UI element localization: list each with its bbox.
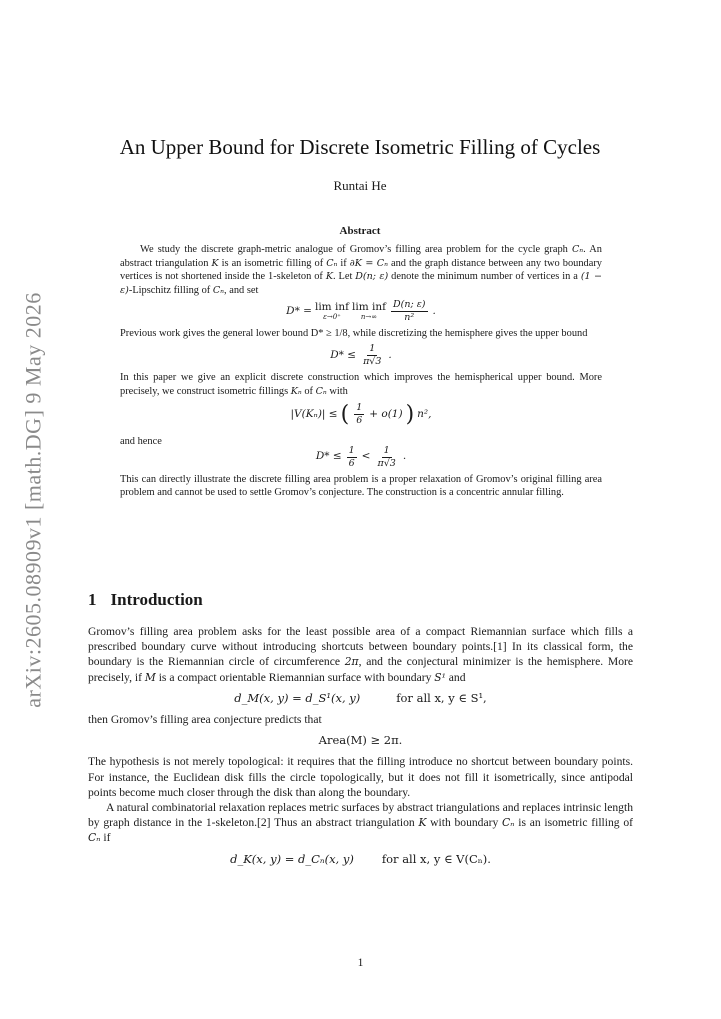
- arxiv-identifier-stamp: [14, 280, 54, 720]
- abstract-paragraph: and hence: [120, 436, 162, 448]
- equation-metric-isometry: d_M(x, y) = d_S¹(x, y) for all x, y ∈ S¹,: [234, 690, 487, 705]
- equation-d-star-definition: D* = lim inf ε→0⁺ lim inf n→∞ $\frac{D(n; \varepsilon)}{\text{n²}}$ .: [286, 299, 436, 324]
- equation-graph-isometry: d_K(x, y) = d_Cₙ(x, y) for all x, y ∈ V(Cₙ).: [230, 851, 491, 866]
- body-paragraph: then Gromov’s filling area conjecture predicts that: [88, 713, 322, 727]
- abstract-paragraph: We study the discrete graph-metric analogue of Gromov’s filling area problem for the cycle graph Cₙ. An abstract triangulation K is an isometric filling of Cₙ if ∂K = Cₙ and the graph distance between any two boundary vertices is not shortened inside the 1-skeleton of K. Let D(n; ε) denote the minimum number of vertices in a (1 − ε)-Lipschitz filling of Cₙ, and set: [120, 244, 603, 296]
- body-paragraph: A natural combinatorial relaxation replaces metric surfaces by abstract triangulations and replaces intrinsic length by graph distance in the 1-skeleton.[2] Thus an abstract triangulation K with boundary Cₙ is an isometric filling of Cₙ if: [88, 801, 633, 845]
- equation-main-result: D* ≤ $\frac{1}{6}$ < $\frac{1}{\pi√3}$ .: [315, 444, 407, 469]
- body-paragraph: Gromov’s filling area problem asks for the least possible area of a compact Riemannian surface which fills a prescribed boundary curve without introducing shortcuts between boundary points.[1] In its classical form, the boundary is the Riemannian circle of circumference 2π, and the conjectural minimizer is the hemisphere. More precisely, if M is a compact orientable Riemannian surface with boundary S¹ and: [88, 625, 633, 684]
- abstract-paragraph: Previous work gives the general lower bound D* ≥ 1/8, while discretizing the hemisphere gives the upper bound: [120, 328, 588, 340]
- abstract-body: [120, 243, 602, 500]
- equation-hemisphere-bound: D* ≤ $\frac{1}{\pi√3}$ .: [330, 342, 392, 367]
- section-body: [88, 624, 633, 867]
- section-heading: 1 Introduction: [88, 590, 203, 609]
- equation-area-bound: Area(M) ≥ 2π.: [318, 733, 403, 748]
- paper-author: Runtai He: [333, 178, 387, 193]
- abstract-heading: Abstract: [339, 225, 381, 237]
- body-paragraph: The hypothesis is not merely topological: it requires that the filling introduce no shortcut between boundary points. For instance, the Euclidean disk fills the circle topologically, but it does not fill it isometrically, since antipodal points become much closer through the disk than along the boundary.: [88, 755, 633, 799]
- arxiv-id-text: arXiv:2605.08909v1 [math.DG] 9 May 2026: [21, 292, 47, 708]
- equation-vertex-count: |V(Kₙ)| ≤ ( $\frac{1}{6}$ + o(1) ) n²,: [290, 401, 432, 427]
- abstract-paragraph: This can directly illustrate the discrete filling area problem is a proper relaxation of Gromov’s original filling area problem and cannot be used to settle Gromov’s conjecture. The construction is a concentric annular filling.: [120, 473, 602, 499]
- paper-title: An Upper Bound for Discrete Isometric Filling of Cycles: [119, 135, 601, 159]
- abstract-paragraph: In this paper we give an explicit discrete construction which improves the hemispherical upper bound. More precisely, we construct isometric fillings Kₙ of Cₙ with: [120, 371, 602, 397]
- page-number: 1: [357, 957, 364, 969]
